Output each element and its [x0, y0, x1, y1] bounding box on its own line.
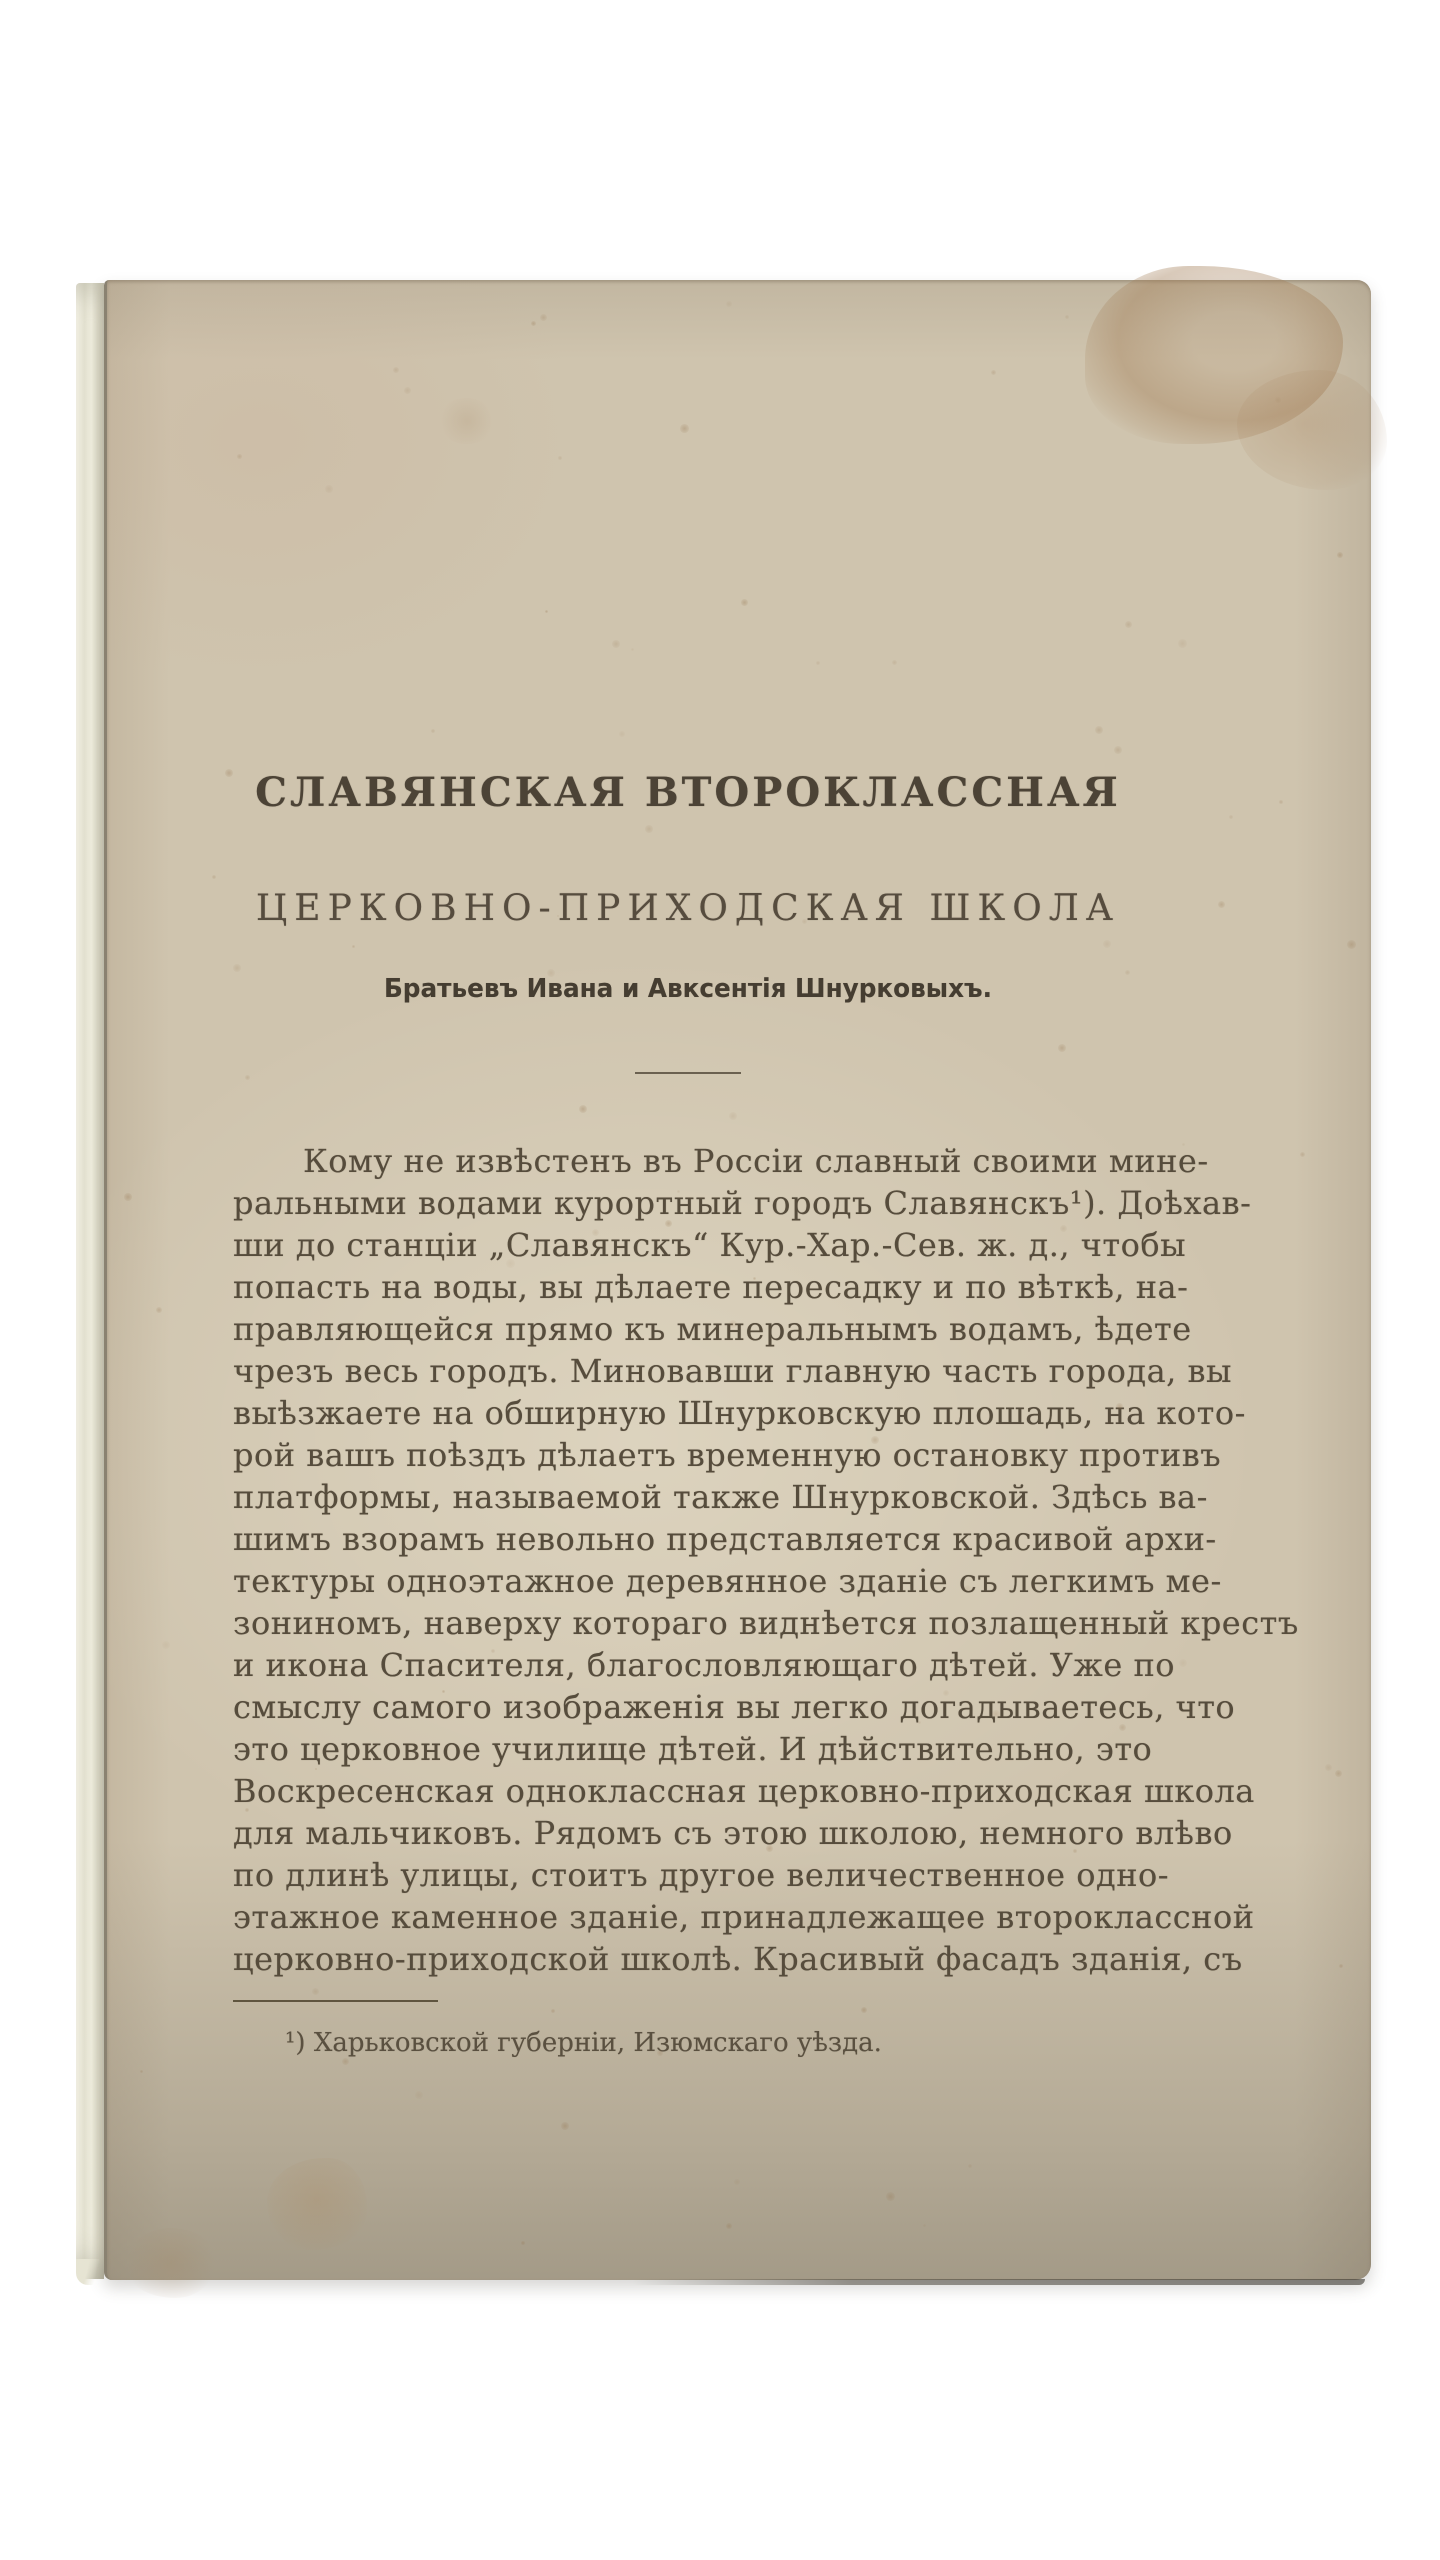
foxing-spot [442, 1690, 445, 1693]
foxing-spot [680, 424, 689, 433]
foxing-spot [665, 1220, 672, 1227]
foxing-spot [404, 387, 411, 394]
foxing-spot [503, 1535, 506, 1538]
foxing-spot [599, 1885, 603, 1889]
page-content [107, 280, 1371, 2280]
foxing-spot [871, 1436, 879, 1444]
page-edges [76, 283, 104, 2279]
foxing-spot [1337, 552, 1343, 558]
foxing-spot [315, 1768, 317, 1770]
book-page [104, 280, 1371, 2280]
foxing-spot [352, 945, 355, 948]
foxing-spot [991, 370, 996, 375]
author-line: Братьевъ Ивана и Авксентія Шнурковыхъ. [383, 974, 992, 1004]
foxing-spot [964, 1585, 971, 1592]
foxing-spot [545, 610, 548, 613]
body-line: выѣзжаете на обширную Шнурковскую плошадь, на кото- [233, 1394, 1246, 1432]
footnote: ¹) Харьковской губерніи, Изюмскаго уѣзда. [285, 2028, 882, 2058]
body-line: шимъ взорамъ невольно представляется красивой архи- [233, 1520, 1217, 1558]
foxing-spot [1339, 1964, 1343, 1968]
foxing-spot [753, 1277, 756, 1280]
foxing-spot [1279, 800, 1283, 804]
title-divider [635, 1072, 741, 1074]
foxing-spot [1178, 639, 1187, 648]
body-line: платформы, называемой также Шнурковской. Здѣсь ва- [233, 1478, 1208, 1516]
foxing-spot [156, 1307, 162, 1313]
body-line: этажное каменное зданіе, принадлежащее второклассной [233, 1898, 1255, 1936]
body-line: рой вашъ поѣздъ дѣлаетъ временную остановку противъ [233, 1436, 1222, 1474]
foxing-spot [1125, 621, 1132, 628]
title-line-2: ЦЕРКОВНО-ПРИХОДСКАЯ ШКОЛА [255, 888, 1121, 929]
foxing-spot [734, 2179, 740, 2185]
foxing-spot [619, 731, 625, 737]
body-line: чрезъ весь городъ. Миновавши главную часть города, вы [233, 1352, 1232, 1390]
foxing-spot [992, 1710, 1000, 1718]
body-line: для мальчиковъ. Рядомъ съ этою школою, немного влѣво [233, 1814, 1233, 1852]
foxing-spot [1073, 1849, 1077, 1853]
footnote-divider [233, 2000, 438, 2002]
foxing-spot [225, 769, 233, 777]
foxing-spot [415, 2091, 423, 2099]
foxing-spot [631, 648, 634, 651]
foxing-spot [645, 825, 653, 833]
foxing-spot [1325, 1764, 1332, 1771]
foxing-spot [162, 1641, 170, 1649]
body-line: попасть на воды, вы дѣлаете пересадку и по вѣткѣ, на- [233, 1268, 1189, 1306]
foxing-spot [237, 454, 242, 459]
foxing-spot [547, 969, 555, 977]
foxing-spot [312, 1988, 319, 1995]
foxing-spot [886, 2192, 895, 2201]
title-line-1: СЛАВЯНСКАЯ ВТОРОКЛАССНАЯ [255, 769, 1121, 816]
foxing-spot [233, 964, 241, 972]
body-line: и икона Спасителя, благословляющаго дѣтей. Уже по [233, 1646, 1176, 1684]
foxing-spot [431, 729, 435, 733]
foxing-spot [1125, 970, 1130, 975]
body-line: Кому не извѣстенъ въ Россіи славный своими мине- [303, 1142, 1209, 1180]
foxing-spot [741, 599, 748, 606]
foxing-spot [557, 915, 559, 917]
foxing-spot [1182, 1143, 1185, 1146]
foxing-spot [245, 1075, 250, 1080]
foxing-spot [531, 321, 536, 326]
body-line: по длинѣ улицы, стоитъ другое величественное одно- [233, 1856, 1170, 1894]
body-line: Воскресенская одноклассная церковно-приходская школа [233, 1772, 1255, 1810]
foxing-spot [521, 2241, 525, 2245]
foxing-spot [579, 1105, 587, 1113]
body-line: ральными водами курортный городъ Славянскъ¹). Доѣхав- [233, 1184, 1252, 1222]
foxing-spot [1347, 940, 1356, 949]
foxing-spot [729, 1112, 737, 1120]
foxing-spot [1218, 901, 1225, 908]
body-line: тектуры одноэтажное деревянное зданіе съ легкимъ ме- [233, 1562, 1222, 1600]
foxing-spot [558, 456, 562, 460]
foxing-spot [729, 1320, 737, 1328]
foxing-spot [1190, 1415, 1194, 1419]
foxing-spot [506, 1259, 515, 1268]
body-line: смыслу самого изображенія вы легко догадываетесь, что [233, 1688, 1236, 1726]
foxing-spot [1275, 397, 1281, 403]
body-line: ши до станціи „Славянскъ“ Кур.-Хар.-Сев. ж. д., чтобы [233, 1226, 1187, 1264]
foxing-spot [1300, 1152, 1305, 1157]
foxing-spot [726, 301, 732, 307]
foxing-spot [766, 1845, 773, 1852]
foxing-spot [1119, 1724, 1126, 1731]
foxing-spot [297, 1373, 300, 1376]
foxing-spot [1335, 1770, 1342, 1777]
foxing-spot [298, 1582, 305, 1589]
body-line: это церковное училище дѣтей. И дѣйствительно, это [233, 1730, 1153, 1768]
body-line: церковно-приходской школѣ. Красивый фасадъ зданія, съ [233, 1940, 1243, 1978]
foxing-spot [923, 2224, 926, 2227]
foxing-spot [491, 1649, 495, 1653]
foxing-spot [124, 1193, 132, 1201]
foxing-spot [1229, 815, 1233, 819]
foxing-spot [918, 1721, 921, 1724]
body-text [233, 1140, 1299, 1980]
body-line: зониномъ, наверху котораго виднѣется позлащенный крестъ [233, 1604, 1299, 1642]
foxing-spot [1103, 940, 1111, 948]
foxing-spot [677, 1190, 680, 1193]
foxing-spot [657, 2050, 663, 2056]
body-line: правляющейся прямо къ минеральнымъ водамъ, ѣдете [233, 1310, 1192, 1348]
